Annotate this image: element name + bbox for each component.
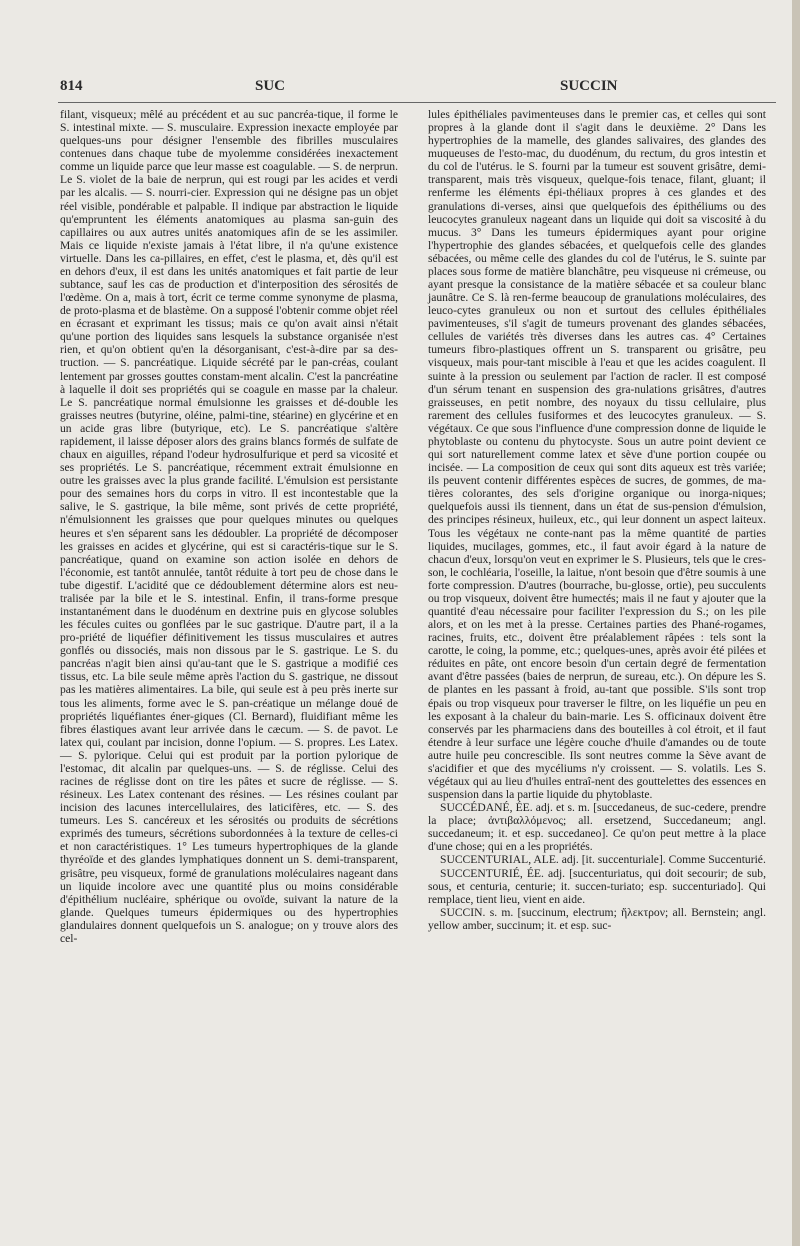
entry-continuation: filant, visqueux; mêlé au précédent et au suc pancréa-tique, il forme le S. intestinal mixte. — S. musculaire. Expression inexacte employée par quelques-uns pour désigner l'ensemble des fibrilles musculaires contenues dans chaque tube de myolemme considérées inexactement comme un liquide parce que leur masse est coagulable. — S. de nerprun. Le S. violet de la baie de nerprun, qui est rougi par les acides et verdi par les alcalis. — S. nourri-cier. Expression qui ne désigne pas un objet réel visible, pondérable et palpable. Il indique par abstraction le liquide qu'empruntent les éléments anatomiques au plasma san-guin des capillaires ou aux autres unités anatomiques afin de se les assimiler. Mais ce liquide n'existe jamais à l'état libre, il n'a qu'une existence virtuelle. Dans les ca-pillaires, en effet, c'est le plasma, et, dès qu'il est en dehors d'eux, il est dans les unités anatomiques et fait partie de leur subtance, sauf les cas de production et d'interposition des sérosités de l'œdème. On a, mais à tort, écrit ce terme comme synonyme de plasma, de proto-plasma et de blastème. On a supposé l'obtenir comme objet réel en écrasant et exprimant les tissus; mais ce qu'on avait ainsi n'était qu'une portion des liquides sans lesquels la substance organisée n'est rien, et qu'on obtient qu'en la désorganisant, c'est-à-dire par sa des-truction. — S. pancréatique. Liquide sécrété par le pan-créas, coulant lentement par grosses gouttes constam-ment alcalin. C'est la pancréatine à laquelle il doit ses propriétés qui se coagule en masse par la chaleur. Le S. pancréatique normal émulsionne les graisses et dé-double les graisses neutres (butyrine, oléine, palmi-tine, stéarine) en glycérine et en un acide gras libre (butyrique, etc). Le S. pancréatique s'altère rapidement, il laisse déposer alors des grains blancs formés de sulfate de chaux en aiguilles, répand l'odeur hydrosulfurique et perd sa vicosité et ses propriétés. Le S. pancréatique, récemment extrait émulsionne en outre les graisses avec la plus grande facilité. L'émulsion est persistante pour des semaines hors du corps in vitro. Il est incontestable que la salive, le S. gastrique, la bile même, sont privés de cette propriété, n'émulsionnent les graisses que pour quelques minutes ou quelques heures et s'en séparent sans les dédoubler. La propriété de décomposer les graisses en acides et glycérine, qui est si caractéris-tique sur le S. pancréatique, quand on examine son action isolée en dehors de l'économie, est tantôt annulée, tantôt réduite à tort peu de chose dans le tube digestif. L'acidité que ce dédoublement détermine alors est neu-tralisée par la bile et le S. intestinal. Enfin, il trans-forme presque instantanément dans le duodénum en dextrine puis en glycose solubles les fécules cuites ou gonflées par le suc gastrique. D'autre part, il a la pro-priété de liquéfier définitivement les tissus musculaires et autres gonflés ou dissociés, mais non dissous par le S. gastrique. Le S. du pancréas n'agit bien ainsi qu'au-tant que le S. gastrique a modifié ces tissus, etc. La bile seule même après l'action du S. gastrique, ne dissout pas les matières alimentaires. La bile, qui seule est à peu près inerte sur tous les aliments, forme avec le S. pan-créatique un mélange doué de propriétés liquéfiantes éner-giques (Cl. Bernard), fluidifiant même les fibres élastiques avant leur arrivée dans le cæcum. — S. de pavot. Le latex qui, coulant par incision, donne l'opium. — S. propres. Les Latex. — S. pylorique. Celui qui est produit par la portion pylorique de l'estomac, dit alcalin par quelques-uns. — S. de réglisse. Celui des racines de réglisse dont on tire les pâtes et sucre de réglisse. — S. résineux. Les Latex contenant des résines. — Les résines coulant par incision des lacunes intercellulaires, des laticifères, etc. — S. des tumeurs. Les S. cancéreux et les sérosités ou produits de sécrétions exprimés des tumeurs, sécrétions subordonnées à la texture de celles-ci et non caractéristiques. 1° Les tumeurs hypertrophiques de la glande thyréoïde et des glandes lymphatiques donnent un S. demi-transparent, grisâtre, peu visqueux, formé de granulations moléculaires nageant dans un liquide incolore avec une quantité plus ou moins considérable d'épithélium nucléaire, sphérique ou ovoïde, suivant la nature de la glande. Quelques tumeurs épidermiques ou des hypertrophies glandulaires donnent quelquefois un S. analogue; on y trouve alors des cel- (60, 108, 398, 945)
entry-succenturie: SUCCENTURIÉ, ÉE. adj. [succenturiatus, qui doit secourir; de sub, sous, et centuria, centurie; it. succen-turiato; esp. succenturiado]. Qui remplace, tient lieu, vient en aide. (428, 866, 766, 906)
left-running-head: SUC (255, 78, 286, 94)
running-header (0, 78, 800, 100)
entry-succin: SUCCIN. s. m. [succinum, electrum; ἤλεκτρον; all. Bernstein; angl. yellow amber, succinum; it. et esp. suc- (428, 905, 766, 932)
left-column (60, 108, 398, 945)
entry-succenturial: SUCCENTURIAL, ALE. adj. [it. succenturiale]. Comme Succenturié. (440, 853, 766, 867)
header-rule (58, 102, 776, 103)
entry-continuation: lules épithéliales pavimenteuses dans le premier cas, et celles qui sont propres à la glande dont il s'agit dans le deuxième. 2° Dans les hypertrophies de la mamelle, des glandes salivaires, des glandes des muqueuses de l'esto-mac, du duodénum, du rectum, du gros intestin et du col de l'utérus. le S. fourni par la tumeur est souvent grisâtre, demi-transparent, mais très visqueux, quelque-fois tenace, filant, gluant; il renferme les éléments épi-théliaux propres à ces glandes et des granulations di-verses, ainsi que quelquefois des épithéliums ou des leucocytes granuleux nageant dans un liquide qui doit sa viscosité à du mucus. 3° Dans les tumeurs épidermiques ayant pour origine l'hypertrophie des glandes sébacées, et quelquefois celle des glandes sébacées, ou même celle des glandes du col de l'utérus, le S. suinte par places sous forme de matière blanchâtre, peu visqueuse ni crémeuse, ou ayant presque la consistance de la matière sébacée et sa couleur blanc jaunâtre. Ce S. là ren-ferme beaucoup de granulations moléculaires, des leuco-cytes granuleux ou non et surtout des cellules épithéliales pavimenteuses, s'il s'agit de tumeurs provenant des glandes sébacées, cellules de variétés très diverses dans les autres cas. 4° Certaines tumeurs fibro-plastiques offrent un S. transparent ou grisâtre, peu visqueux, mais pour-tant miscible à l'eau et que les acides coagulent. Il suinte à la pression ou seulement par l'action de racler. Il est composé d'un sérum tenant en suspension des gra-nulations grisâtres, d'autres graisseuses, en petit nombre, des noyaux du tissu cellulaire, plus rarement des cellules fusiformes et des leucocytes granuleux. — S. végétaux. Ce que sous l'influence d'une compression donne de liquide le phytoblaste ou contenu du phytocyste. Sous un autre point devient ce qui sort naturellement comme latex et sève d'une portion coupée ou incisée. — La composition de ceux qui sont dits aqueux est très variée; ils peuvent contenir différentes espèces de sucres, de gommes, de ma-tières colorantes, des sels d'origine organique ou inorga-niques; quelquefois aussi ils tiennent, dans un état de sus-pension d'émulsion, des principes résineux, huileux, etc., qui leur donnent un aspect laiteux. Tous les végétaux ne conte-nant pas la même quantité de parties liquides, mucilages, gommes, etc., il faut avoir égard à la nature de chacun d'eux, lorsqu'on veut en exprimer le S. Plusieurs, tels que le cres-son, le cochléaria, l'oseille, la laitue, n'ont besoin que d'être soumis à une forte compression. D'autres (bourrache, bu-glosse, ortie), peu succulents ou trop visqueux, doivent être humectés; mais il ne faut y ajouter que la quantité d'eau nécessaire pour faciliter l'expression du S.; on les pile alors, et on les met à la presse. Certaines parties des Phané-rogames, racines, fruits, etc., doivent être préalablement râpées : tels sont la carotte, le coing, la pomme, etc.; quelques-unes, après avoir été pilées et réduites en pâte, ont encore besoin d'un certain degré de fermentation avant d'être passées (baies de nerprun, de sureau, etc.). On dépure les S. de plantes en les passant à froid, au-tant que possible. S'ils sont trop épais ou trop visqueux pour traverser le filtre, on les liquéfie un peu en les exposant à la chaleur du bain-marie. Les S. officinaux doivent être conservés par les pharmaciens dans des bouteilles à col étroit, et il faut étendre à leur surface une légère couche d'huile d'amandes ou de toute autre huile peu concrescible. Ils sont neutres comme la Sève avant de s'acidifier et que des mycéliums n'y croissent. — S. volatils. Les S. végétaux qui au lieu d'huiles entraî-nent des gouttelettes des essences en suspension dans la partie liquide du phytoblaste. (428, 108, 766, 802)
entry-succedane: SUCCÉDANÉ, ÉE. adj. et s. m. [succedaneus, de suc-cedere, prendre la place; ἀντιβαλλόμενος; all. ersetzend, Succedaneum; angl. succedaneum; it. et esp. succedaneo]. Ce qu'on peut mettre à la place d'une chose; qui en a les propriétés. (428, 801, 766, 854)
right-running-head: SUCCIN (560, 78, 618, 94)
page-number: 814 (60, 78, 83, 94)
right-column (428, 108, 766, 932)
page-edge-shadow (792, 0, 800, 1246)
